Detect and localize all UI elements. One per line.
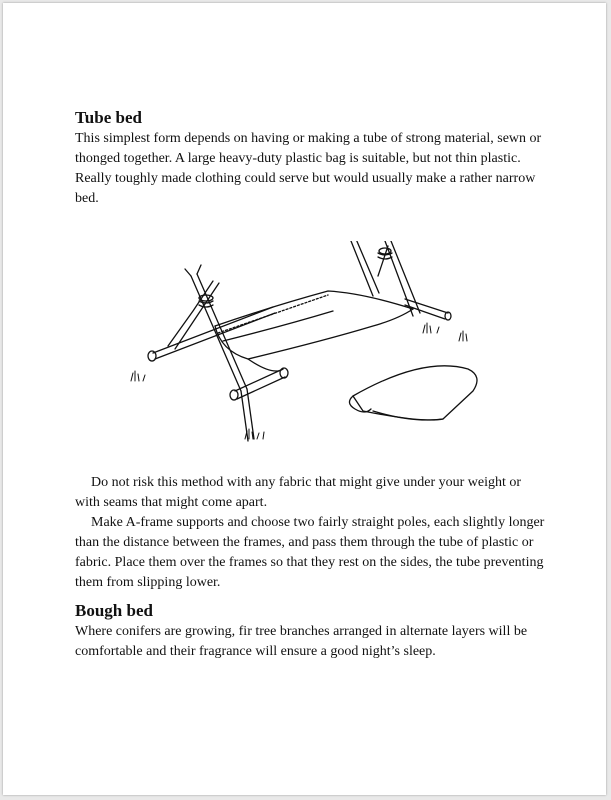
heading-tube-bed: Tube bed <box>75 108 142 127</box>
section-method-notes <box>75 473 545 593</box>
rolled-fabric <box>349 366 477 420</box>
document-page <box>3 3 606 795</box>
heading-bough-bed: Bough bed <box>75 601 153 620</box>
fabric-tube <box>215 291 413 371</box>
paragraph-fabric-warning: Do not risk this method with any fabric that might give under your weight or with seams that might come apart. <box>75 475 522 510</box>
tube-bed-illustration <box>123 241 493 451</box>
near-a-frame <box>148 265 288 441</box>
paragraph-bough-bed: Where conifers are growing, fir tree branches arranged in alternate layers will be comfortable and their fragrance will ensure a good night’s sleep. <box>75 624 528 659</box>
far-a-frame <box>351 241 451 320</box>
section-bough-bed <box>75 601 545 662</box>
section-tube-bed <box>75 108 545 209</box>
paragraph-tube-bed-intro: This simplest form depends on having or making a tube of strong material, sewn or thonged together. A large heavy-duty plastic bag is suitable, but not thin plastic. Really toughly made clothing could serve but would usually make a rather narrow bed. <box>75 131 542 206</box>
paragraph-a-frame-instructions: Make A-frame supports and choose two fairly straight poles, each slightly longer than the distance between the frames, and pass them through the tube of plastic or fabric. Place them over the frames so that they rest on the sides, the tube preventing them from slipping lower. <box>75 515 545 590</box>
